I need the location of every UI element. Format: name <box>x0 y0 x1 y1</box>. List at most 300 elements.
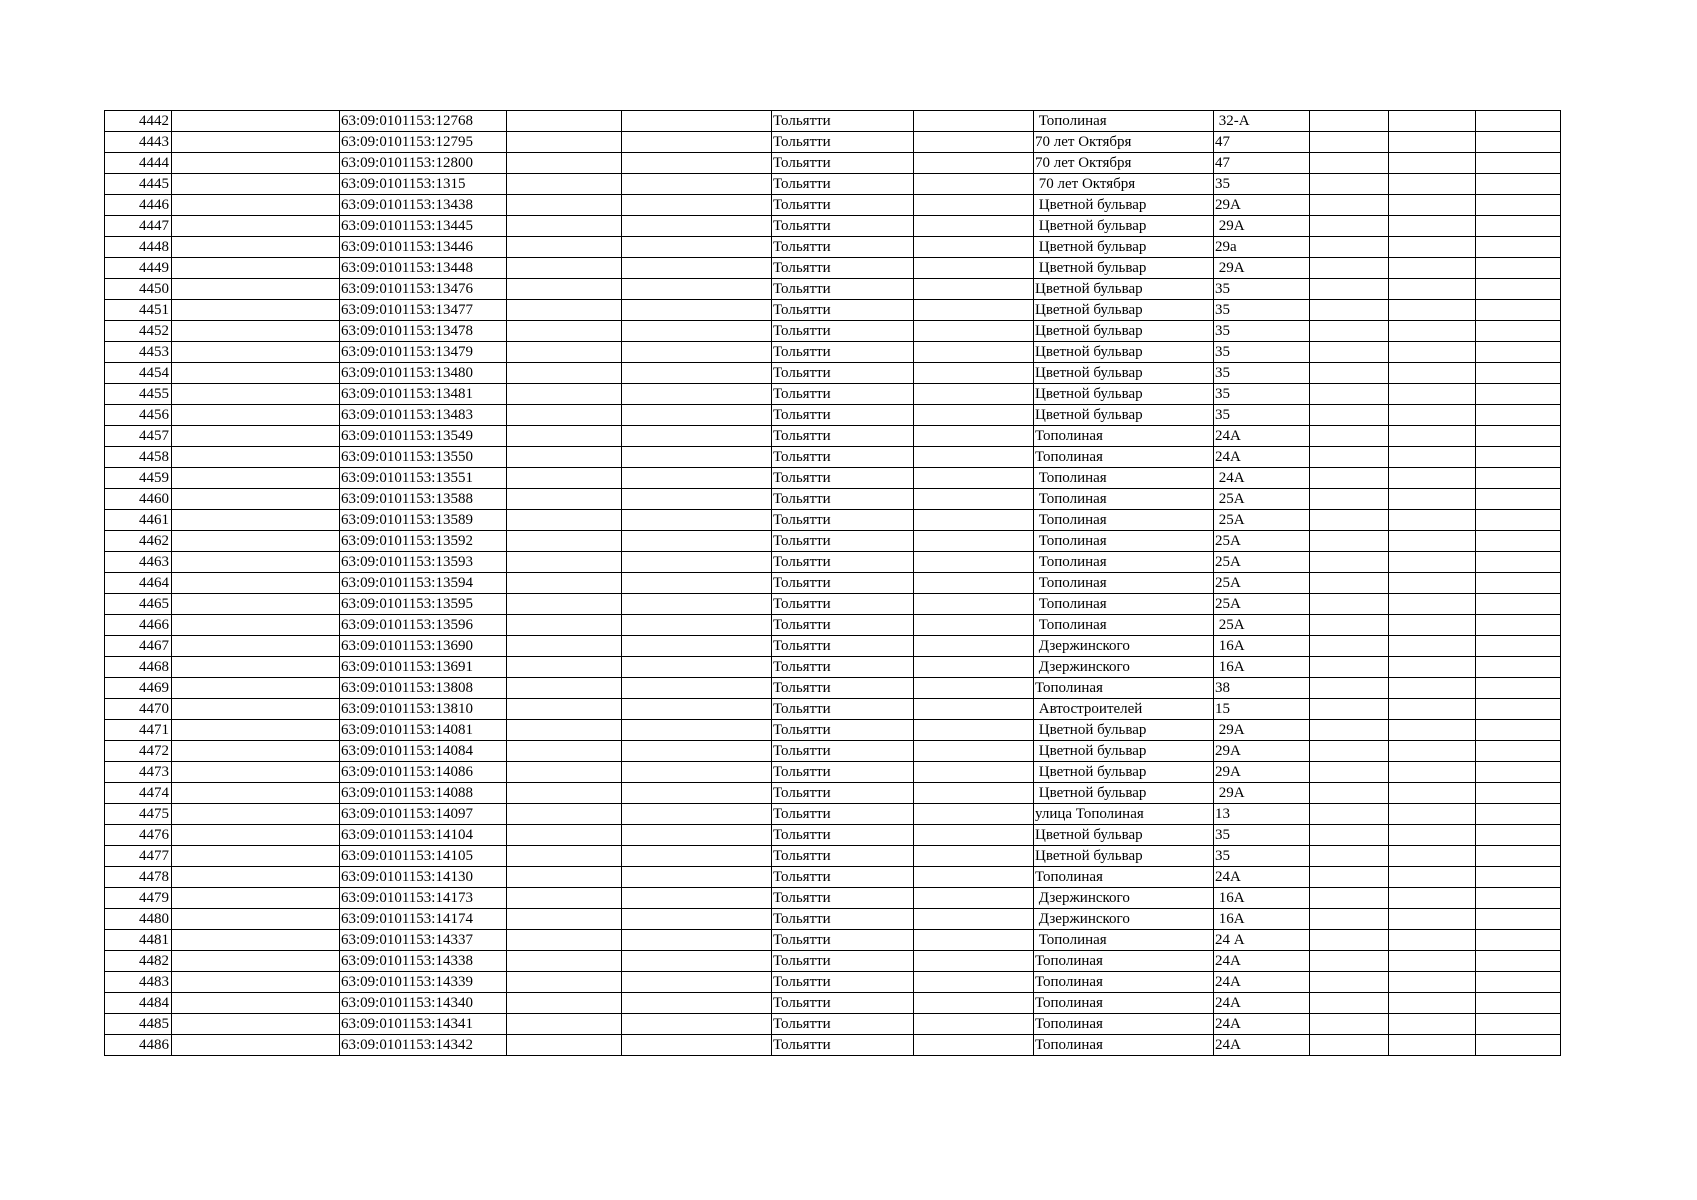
cadastral-number-cell: 63:09:0101153:14084 <box>340 741 507 762</box>
empty-cell <box>914 510 1034 531</box>
empty-cell <box>1389 132 1476 153</box>
empty-cell <box>1476 447 1561 468</box>
street-cell: Цветной бульвар <box>1034 384 1214 405</box>
street-cell: Дзержинского <box>1034 636 1214 657</box>
house-number-cell: 16А <box>1214 909 1310 930</box>
street-cell: Тополиная <box>1034 531 1214 552</box>
empty-cell <box>622 384 772 405</box>
house-number-cell: 35 <box>1214 363 1310 384</box>
empty-cell <box>507 993 622 1014</box>
street-cell: Цветной бульвар <box>1034 342 1214 363</box>
row-number-cell: 4442 <box>105 111 172 132</box>
street-cell: Тополиная <box>1034 678 1214 699</box>
empty-cell <box>1310 153 1389 174</box>
empty-cell <box>914 657 1034 678</box>
street-cell: Тополиная <box>1034 993 1214 1014</box>
empty-cell <box>914 720 1034 741</box>
empty-cell <box>507 363 622 384</box>
house-number-cell: 29а <box>1214 237 1310 258</box>
row-number-cell: 4473 <box>105 762 172 783</box>
table-row <box>105 846 1561 867</box>
empty-cell <box>914 951 1034 972</box>
city-cell: Тольятти <box>772 741 914 762</box>
empty-cell <box>914 405 1034 426</box>
empty-cell <box>172 720 340 741</box>
cadastral-number-cell: 63:09:0101153:1315 <box>340 174 507 195</box>
house-number-cell: 35 <box>1214 825 1310 846</box>
empty-cell <box>1389 405 1476 426</box>
row-number-cell: 4464 <box>105 573 172 594</box>
row-number-cell: 4474 <box>105 783 172 804</box>
city-cell: Тольятти <box>772 426 914 447</box>
row-number-cell: 4445 <box>105 174 172 195</box>
street-cell: Тополиная <box>1034 867 1214 888</box>
empty-cell <box>1476 993 1561 1014</box>
house-number-cell: 35 <box>1214 846 1310 867</box>
table-row <box>105 888 1561 909</box>
empty-cell <box>1476 321 1561 342</box>
empty-cell <box>914 636 1034 657</box>
empty-cell <box>507 720 622 741</box>
table-row <box>105 384 1561 405</box>
table-row <box>105 363 1561 384</box>
empty-cell <box>1476 510 1561 531</box>
empty-cell <box>507 321 622 342</box>
table-row <box>105 594 1561 615</box>
cadastral-number-cell: 63:09:0101153:13691 <box>340 657 507 678</box>
cadastral-number-cell: 63:09:0101153:13445 <box>340 216 507 237</box>
table-row <box>105 1014 1561 1035</box>
empty-cell <box>507 741 622 762</box>
cadastral-number-cell: 63:09:0101153:13551 <box>340 468 507 489</box>
empty-cell <box>1476 1035 1561 1056</box>
empty-cell <box>1389 867 1476 888</box>
empty-cell <box>1310 132 1389 153</box>
empty-cell <box>622 174 772 195</box>
empty-cell <box>1310 678 1389 699</box>
street-cell: Дзержинского <box>1034 888 1214 909</box>
empty-cell <box>1476 867 1561 888</box>
empty-cell <box>622 426 772 447</box>
cadastral-number-cell: 63:09:0101153:13477 <box>340 300 507 321</box>
street-cell: Цветной бульвар <box>1034 195 1214 216</box>
empty-cell <box>1389 825 1476 846</box>
empty-cell <box>914 552 1034 573</box>
cadastral-number-cell: 63:09:0101153:14174 <box>340 909 507 930</box>
empty-cell <box>914 489 1034 510</box>
row-number-cell: 4486 <box>105 1035 172 1056</box>
empty-cell <box>172 447 340 468</box>
cadastral-number-cell: 63:09:0101153:14086 <box>340 762 507 783</box>
cadastral-number-cell: 63:09:0101153:13448 <box>340 258 507 279</box>
empty-cell <box>622 153 772 174</box>
house-number-cell: 15 <box>1214 699 1310 720</box>
empty-cell <box>1476 384 1561 405</box>
table-row <box>105 762 1561 783</box>
row-number-cell: 4477 <box>105 846 172 867</box>
city-cell: Тольятти <box>772 384 914 405</box>
empty-cell <box>172 951 340 972</box>
row-number-cell: 4471 <box>105 720 172 741</box>
house-number-cell: 24А <box>1214 972 1310 993</box>
empty-cell <box>622 762 772 783</box>
house-number-cell: 25А <box>1214 573 1310 594</box>
empty-cell <box>172 363 340 384</box>
empty-cell <box>1389 552 1476 573</box>
empty-cell <box>172 678 340 699</box>
city-cell: Тольятти <box>772 783 914 804</box>
empty-cell <box>1476 258 1561 279</box>
empty-cell <box>622 636 772 657</box>
empty-cell <box>622 342 772 363</box>
table-row <box>105 552 1561 573</box>
empty-cell <box>172 804 340 825</box>
empty-cell <box>1476 531 1561 552</box>
city-cell: Тольятти <box>772 615 914 636</box>
row-number-cell: 4460 <box>105 489 172 510</box>
empty-cell <box>1310 909 1389 930</box>
empty-cell <box>507 594 622 615</box>
empty-cell <box>622 279 772 300</box>
row-number-cell: 4476 <box>105 825 172 846</box>
empty-cell <box>914 741 1034 762</box>
empty-cell <box>1310 258 1389 279</box>
street-cell: Тополиная <box>1034 1035 1214 1056</box>
house-number-cell: 35 <box>1214 384 1310 405</box>
empty-cell <box>622 972 772 993</box>
street-cell: Тополиная <box>1034 489 1214 510</box>
empty-cell <box>1476 720 1561 741</box>
table-row <box>105 405 1561 426</box>
empty-cell <box>507 762 622 783</box>
row-number-cell: 4455 <box>105 384 172 405</box>
table-row <box>105 573 1561 594</box>
city-cell: Тольятти <box>772 342 914 363</box>
empty-cell <box>1310 174 1389 195</box>
street-cell: Тополиная <box>1034 468 1214 489</box>
city-cell: Тольятти <box>772 468 914 489</box>
cadastral-number-cell: 63:09:0101153:13594 <box>340 573 507 594</box>
table-row <box>105 678 1561 699</box>
empty-cell <box>172 1014 340 1035</box>
city-cell: Тольятти <box>772 972 914 993</box>
city-cell: Тольятти <box>772 531 914 552</box>
city-cell: Тольятти <box>772 678 914 699</box>
empty-cell <box>622 300 772 321</box>
empty-cell <box>622 699 772 720</box>
empty-cell <box>1310 594 1389 615</box>
house-number-cell: 13 <box>1214 804 1310 825</box>
empty-cell <box>914 468 1034 489</box>
empty-cell <box>507 468 622 489</box>
empty-cell <box>1310 531 1389 552</box>
street-cell: Тополиная <box>1034 972 1214 993</box>
house-number-cell: 24А <box>1214 951 1310 972</box>
empty-cell <box>1310 846 1389 867</box>
row-number-cell: 4462 <box>105 531 172 552</box>
empty-cell <box>1310 993 1389 1014</box>
empty-cell <box>1310 741 1389 762</box>
empty-cell <box>1389 531 1476 552</box>
empty-cell <box>507 804 622 825</box>
empty-cell <box>622 615 772 636</box>
empty-cell <box>1476 405 1561 426</box>
cadastral-number-cell: 63:09:0101153:13588 <box>340 489 507 510</box>
empty-cell <box>914 1014 1034 1035</box>
empty-cell <box>1310 888 1389 909</box>
empty-cell <box>1310 783 1389 804</box>
street-cell: Цветной бульвар <box>1034 321 1214 342</box>
house-number-cell: 29А <box>1214 195 1310 216</box>
table-row <box>105 279 1561 300</box>
empty-cell <box>1389 279 1476 300</box>
empty-cell <box>1476 489 1561 510</box>
empty-cell <box>1476 636 1561 657</box>
row-number-cell: 4453 <box>105 342 172 363</box>
city-cell: Тольятти <box>772 174 914 195</box>
empty-cell <box>914 216 1034 237</box>
empty-cell <box>1476 195 1561 216</box>
empty-cell <box>1476 909 1561 930</box>
cadastral-number-cell: 63:09:0101153:14341 <box>340 1014 507 1035</box>
cadastral-number-cell: 63:09:0101153:13690 <box>340 636 507 657</box>
table-row <box>105 615 1561 636</box>
row-number-cell: 4482 <box>105 951 172 972</box>
empty-cell <box>172 216 340 237</box>
cadastral-number-cell: 63:09:0101153:14337 <box>340 930 507 951</box>
row-number-cell: 4450 <box>105 279 172 300</box>
empty-cell <box>1310 972 1389 993</box>
empty-cell <box>1310 216 1389 237</box>
empty-cell <box>172 111 340 132</box>
row-number-cell: 4452 <box>105 321 172 342</box>
empty-cell <box>1389 951 1476 972</box>
empty-cell <box>1310 825 1389 846</box>
city-cell: Тольятти <box>772 216 914 237</box>
empty-cell <box>172 195 340 216</box>
empty-cell <box>1389 216 1476 237</box>
empty-cell <box>1389 615 1476 636</box>
cadastral-number-cell: 63:09:0101153:12800 <box>340 153 507 174</box>
empty-cell <box>1310 636 1389 657</box>
empty-cell <box>622 489 772 510</box>
empty-cell <box>914 111 1034 132</box>
empty-cell <box>507 216 622 237</box>
street-cell: Цветной бульвар <box>1034 300 1214 321</box>
row-number-cell: 4470 <box>105 699 172 720</box>
table-row <box>105 636 1561 657</box>
street-cell: Автостроителей <box>1034 699 1214 720</box>
house-number-cell: 24А <box>1214 1014 1310 1035</box>
street-cell: Цветной бульвар <box>1034 741 1214 762</box>
empty-cell <box>1310 1014 1389 1035</box>
empty-cell <box>1389 195 1476 216</box>
empty-cell <box>1310 930 1389 951</box>
city-cell: Тольятти <box>772 867 914 888</box>
empty-cell <box>172 174 340 195</box>
empty-cell <box>1310 300 1389 321</box>
street-cell: Цветной бульвар <box>1034 846 1214 867</box>
empty-cell <box>622 405 772 426</box>
empty-cell <box>172 867 340 888</box>
empty-cell <box>1476 804 1561 825</box>
empty-cell <box>1389 741 1476 762</box>
empty-cell <box>507 951 622 972</box>
city-cell: Тольятти <box>772 993 914 1014</box>
city-cell: Тольятти <box>772 447 914 468</box>
empty-cell <box>1476 216 1561 237</box>
table-row <box>105 111 1561 132</box>
cadastral-number-cell: 63:09:0101153:14339 <box>340 972 507 993</box>
empty-cell <box>914 825 1034 846</box>
empty-cell <box>1310 405 1389 426</box>
empty-cell <box>507 825 622 846</box>
empty-cell <box>507 279 622 300</box>
empty-cell <box>622 237 772 258</box>
city-cell: Тольятти <box>772 888 914 909</box>
empty-cell <box>1476 951 1561 972</box>
city-cell: Тольятти <box>772 195 914 216</box>
empty-cell <box>172 342 340 363</box>
empty-cell <box>1310 510 1389 531</box>
empty-cell <box>507 972 622 993</box>
house-number-cell: 25А <box>1214 615 1310 636</box>
empty-cell <box>172 636 340 657</box>
empty-cell <box>1476 342 1561 363</box>
row-number-cell: 4469 <box>105 678 172 699</box>
house-number-cell: 16А <box>1214 636 1310 657</box>
empty-cell <box>172 972 340 993</box>
empty-cell <box>1389 426 1476 447</box>
empty-cell <box>1310 699 1389 720</box>
table-row <box>105 867 1561 888</box>
table-row <box>105 783 1561 804</box>
empty-cell <box>622 132 772 153</box>
house-number-cell: 24 А <box>1214 930 1310 951</box>
house-number-cell: 25А <box>1214 510 1310 531</box>
empty-cell <box>914 846 1034 867</box>
empty-cell <box>1389 846 1476 867</box>
table-row <box>105 342 1561 363</box>
empty-cell <box>507 657 622 678</box>
city-cell: Тольятти <box>772 1035 914 1056</box>
table-row <box>105 972 1561 993</box>
row-number-cell: 4454 <box>105 363 172 384</box>
cadastral-number-cell: 63:09:0101153:13478 <box>340 321 507 342</box>
street-cell: Тополиная <box>1034 930 1214 951</box>
empty-cell <box>622 111 772 132</box>
table-row <box>105 510 1561 531</box>
empty-cell <box>507 174 622 195</box>
cadastral-number-cell: 63:09:0101153:14342 <box>340 1035 507 1056</box>
empty-cell <box>507 300 622 321</box>
empty-cell <box>1389 447 1476 468</box>
house-number-cell: 29А <box>1214 216 1310 237</box>
street-cell: Тополиная <box>1034 1014 1214 1035</box>
empty-cell <box>1476 174 1561 195</box>
street-cell: Дзержинского <box>1034 909 1214 930</box>
row-number-cell: 4456 <box>105 405 172 426</box>
row-number-cell: 4484 <box>105 993 172 1014</box>
empty-cell <box>622 216 772 237</box>
empty-cell <box>622 825 772 846</box>
empty-cell <box>1310 552 1389 573</box>
empty-cell <box>1310 111 1389 132</box>
empty-cell <box>914 321 1034 342</box>
empty-cell <box>622 867 772 888</box>
empty-cell <box>1310 489 1389 510</box>
empty-cell <box>1389 111 1476 132</box>
empty-cell <box>1310 195 1389 216</box>
house-number-cell: 38 <box>1214 678 1310 699</box>
empty-cell <box>914 993 1034 1014</box>
house-number-cell: 25А <box>1214 489 1310 510</box>
empty-cell <box>1310 615 1389 636</box>
row-number-cell: 4447 <box>105 216 172 237</box>
empty-cell <box>914 447 1034 468</box>
empty-cell <box>1389 993 1476 1014</box>
empty-cell <box>507 510 622 531</box>
empty-cell <box>622 510 772 531</box>
empty-cell <box>1476 279 1561 300</box>
cadastral-number-cell: 63:09:0101153:13589 <box>340 510 507 531</box>
empty-cell <box>1310 342 1389 363</box>
empty-cell <box>507 867 622 888</box>
empty-cell <box>172 258 340 279</box>
street-cell: Тополиная <box>1034 510 1214 531</box>
empty-cell <box>622 468 772 489</box>
empty-cell <box>507 573 622 594</box>
empty-cell <box>1476 300 1561 321</box>
cadastral-number-cell: 63:09:0101153:14105 <box>340 846 507 867</box>
empty-cell <box>914 132 1034 153</box>
empty-cell <box>172 993 340 1014</box>
city-cell: Тольятти <box>772 951 914 972</box>
row-number-cell: 4459 <box>105 468 172 489</box>
street-cell: Тополиная <box>1034 447 1214 468</box>
empty-cell <box>1476 132 1561 153</box>
empty-cell <box>1389 174 1476 195</box>
empty-cell <box>172 405 340 426</box>
empty-cell <box>914 930 1034 951</box>
empty-cell <box>507 909 622 930</box>
city-cell: Тольятти <box>772 489 914 510</box>
cadastral-number-cell: 63:09:0101153:13810 <box>340 699 507 720</box>
table-row <box>105 300 1561 321</box>
row-number-cell: 4472 <box>105 741 172 762</box>
empty-cell <box>914 888 1034 909</box>
table-row <box>105 321 1561 342</box>
cadastral-number-cell: 63:09:0101153:13592 <box>340 531 507 552</box>
empty-cell <box>507 342 622 363</box>
empty-cell <box>622 804 772 825</box>
city-cell: Тольятти <box>772 909 914 930</box>
empty-cell <box>1310 804 1389 825</box>
city-cell: Тольятти <box>772 132 914 153</box>
city-cell: Тольятти <box>772 762 914 783</box>
empty-cell <box>172 489 340 510</box>
house-number-cell: 25А <box>1214 594 1310 615</box>
street-cell: Цветной бульвар <box>1034 279 1214 300</box>
empty-cell <box>507 153 622 174</box>
empty-cell <box>1389 237 1476 258</box>
city-cell: Тольятти <box>772 636 914 657</box>
empty-cell <box>507 195 622 216</box>
house-number-cell: 29А <box>1214 762 1310 783</box>
row-number-cell: 4463 <box>105 552 172 573</box>
empty-cell <box>1476 846 1561 867</box>
table-row <box>105 825 1561 846</box>
